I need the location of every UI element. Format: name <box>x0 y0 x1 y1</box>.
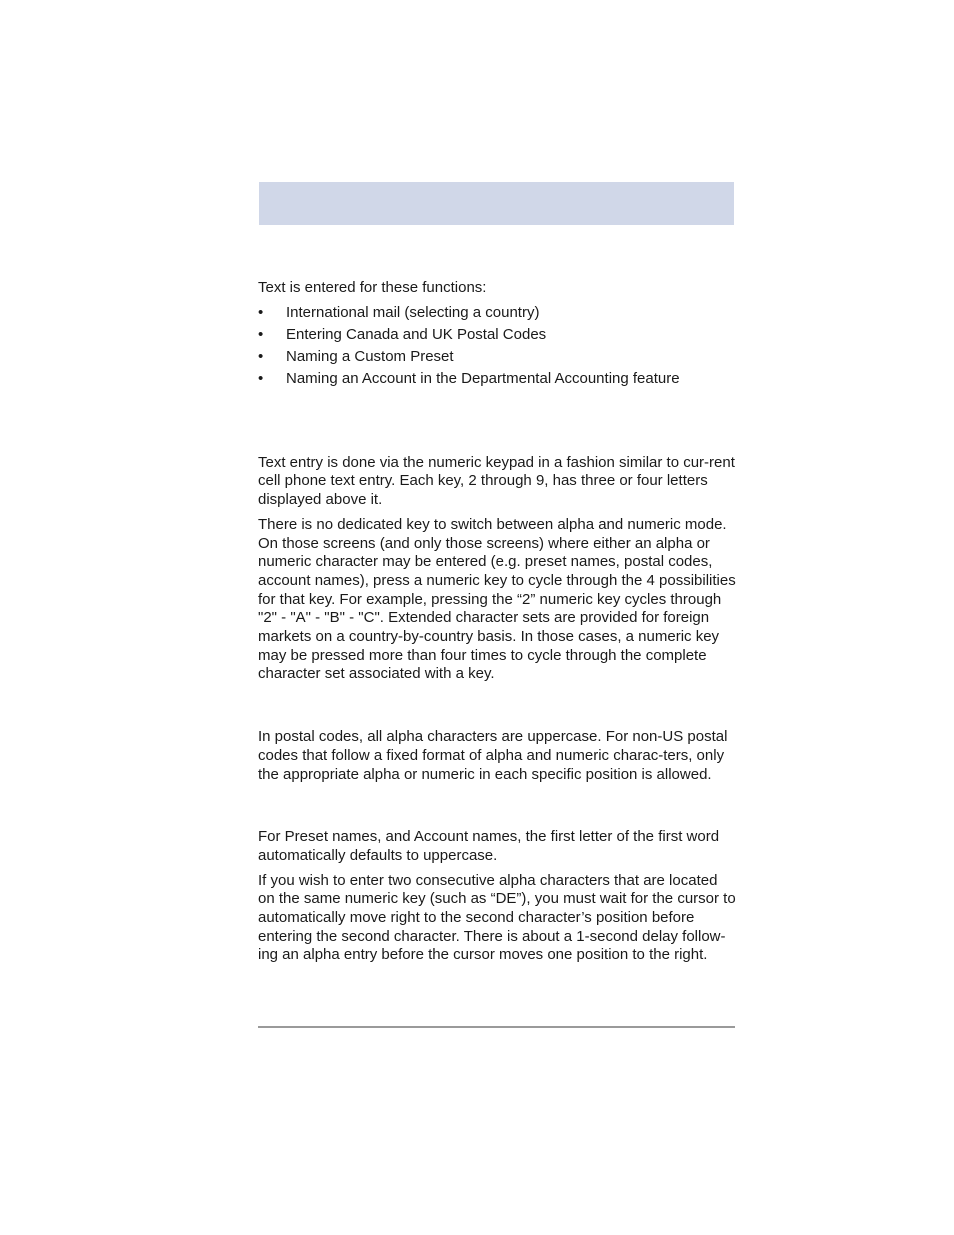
spacer <box>258 390 736 454</box>
keypad-paragraph-1: Text entry is done via the numeric keypad in a fashion similar to cur-rent cell phone text entry. Each key, 2 through 9, has three or four letters displayed above it. <box>258 453 735 509</box>
functions-list <box>258 302 736 390</box>
bullet-icon: • <box>258 303 264 321</box>
bullet-icon: • <box>258 369 264 387</box>
spacer <box>258 684 736 728</box>
document-body <box>258 279 736 965</box>
list-item <box>258 368 736 390</box>
list-item <box>258 324 736 346</box>
bullet-icon: • <box>258 347 264 365</box>
keypad-paragraph-2: There is no dedicated key to switch between alpha and numeric mode. On those screens (and only those screens) where either an alpha or numeric character may be entered (e.g. preset names, postal codes, account names), press a numeric key to cycle through the 4 possibilities for that key. For example, pressing the “2” numeric key cycles through "2" - "A" - "B" - "C". Extended character sets are provided for foreign markets on a country-by-country basis. In those cases, a numeric key may be pressed more than four times to cycle through the complete character set associated with a key. <box>258 515 736 683</box>
spacer <box>258 784 736 828</box>
list-item-text: Entering Canada and UK Postal Codes <box>286 325 547 343</box>
section-header-band <box>259 182 734 225</box>
postal-paragraph: In postal codes, all alpha characters are uppercase. For non-US postal codes that follow a fixed format of alpha and numeric charac-ters, only the appropriate alpha or numeric in each specific position is allowed. <box>258 728 728 783</box>
functions-intro: Text is entered for these functions: <box>258 279 487 296</box>
bullet-icon: • <box>258 325 264 343</box>
list-item-text: International mail (selecting a country) <box>286 303 540 321</box>
list-item-text: Naming an Account in the Departmental Accounting feature <box>286 369 680 387</box>
names-paragraph-1: For Preset names, and Account names, the first letter of the first word automatically defaults to uppercase. <box>258 828 720 864</box>
list-item-text: Naming a Custom Preset <box>286 347 454 365</box>
footer-divider <box>258 1026 735 1028</box>
list-item <box>258 302 736 324</box>
names-paragraph-2: If you wish to enter two consecutive alpha characters that are located on the same numeric key (such as “DE”), you must wait for the cursor to automatically move right to the second character’s position before entering the second character. There is about a 1-second delay follow-ing an alpha entry before the cursor moves one position to the right. <box>258 871 736 964</box>
list-item <box>258 346 736 368</box>
